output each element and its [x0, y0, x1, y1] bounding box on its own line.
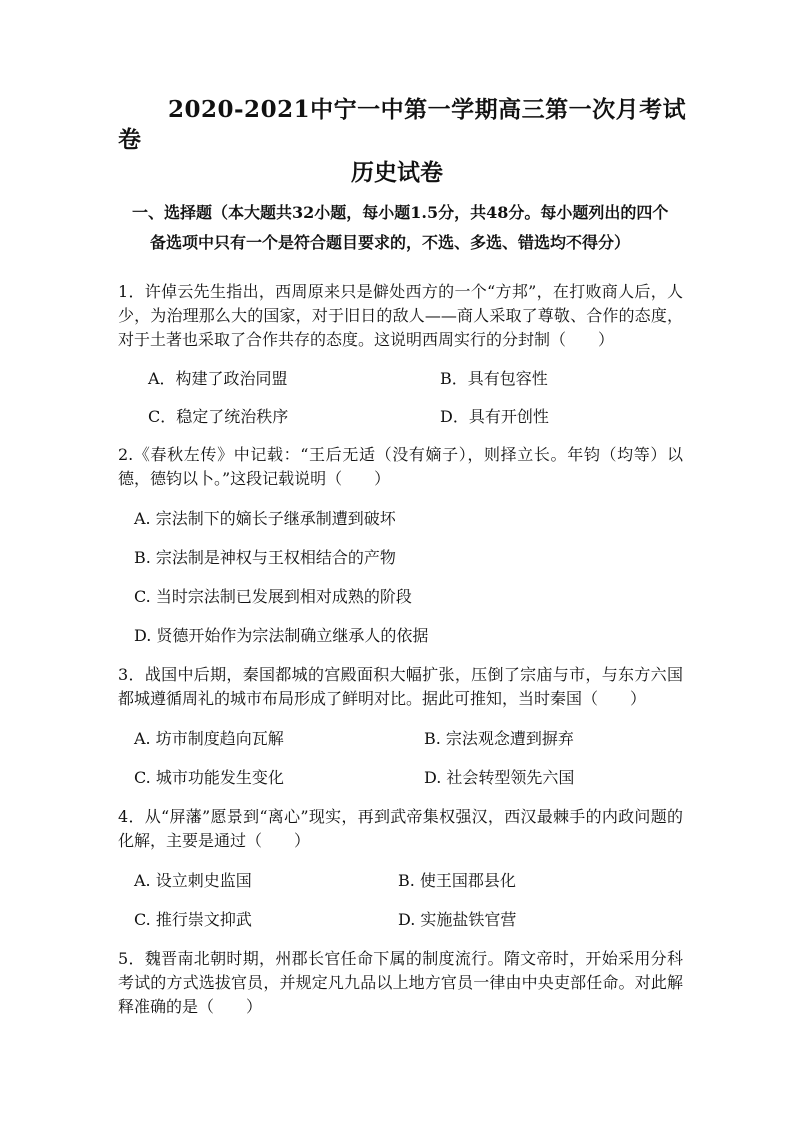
question-3-stem: 3．战国中后期，秦国都城的宫殿面积大幅扩张，压倒了宗庙与市，与东方六国都城遵循周礼的城市布局形成了鲜明对比。据此可推知，当时秦国（ ） [118, 665, 683, 708]
question-4-stem: 4．从“屏藩”愿景到“离心”现实，再到武帝集权强汉，西汉最棘手的内政问题的化解，主要是通过（ ） [118, 807, 683, 850]
question-4-option-a: A. 设立刺史监国 [134, 871, 252, 890]
question-4-option-c: C. 推行崇文抑武 [134, 910, 252, 929]
exam-title-line1: 2020-2021中宁一中第一学期高三第一次月考试 [168, 96, 687, 123]
section-heading-line2: 备选项中只有一个是符合题目要求的，不选、多选、错选均不得分） [150, 233, 631, 252]
section-heading-line1: 一、选择题（本大题共32小题，每小题1.5分，共48分。每小题列出的四个 [132, 203, 669, 222]
question-1-option-d: D．具有开创性 [440, 407, 549, 426]
question-3-option-a: A. 坊市制度趋向瓦解 [134, 729, 284, 748]
question-1-option-b: B．具有包容性 [440, 369, 548, 388]
exam-subtitle: 历史试卷 [351, 159, 443, 186]
question-1-stem: 1．许倬云先生指出，西周原来只是僻处西方的一个“方邦”，在打败商人后，人少，为治理那么大的国家，对于旧日的敌人——商人采取了尊敬、合作的态度，对于土著也采取了合作共存的态度。这说明西周实行的分封制（ ） [118, 282, 683, 349]
question-2-option-d: D. 贤德开始作为宗法制确立继承人的依据 [134, 626, 429, 645]
question-2-stem: 2.《春秋左传》中记载：“王后无适（没有嫡子），则择立长。年钧（均等）以德，德钧以卜。”这段记载说明（ ） [118, 445, 683, 488]
exam-title-line2: 卷 [118, 126, 142, 153]
question-1-option-a: A．构建了政治同盟 [148, 369, 288, 388]
question-1-option-c: C．稳定了统治秩序 [148, 407, 289, 426]
exam-title [118, 95, 688, 155]
question-2-option-c: C. 当时宗法制已发展到相对成熟的阶段 [134, 587, 412, 606]
section-heading [118, 198, 688, 258]
question-3-option-d: D. 社会转型领先六国 [424, 768, 575, 787]
question-4-option-b: B. 使王国郡县化 [398, 871, 516, 890]
question-3-option-b: B. 宗法观念遭到摒弃 [424, 729, 574, 748]
question-3-option-c: C. 城市功能发生变化 [134, 768, 284, 787]
question-2-option-a: A. 宗法制下的嫡长子继承制遭到破坏 [134, 509, 396, 528]
question-5-stem: 5．魏晋南北朝时期，州郡长官任命下属的制度流行。隋文帝时，开始采用分科考试的方式选拔官员，并规定凡九品以上地方官员一律由中央吏部任命。对此解释准确的是（ ） [118, 949, 683, 1016]
question-4-option-d: D. 实施盐铁官营 [398, 910, 517, 929]
question-2-option-b: B. 宗法制是神权与王权相结合的产物 [134, 548, 396, 567]
